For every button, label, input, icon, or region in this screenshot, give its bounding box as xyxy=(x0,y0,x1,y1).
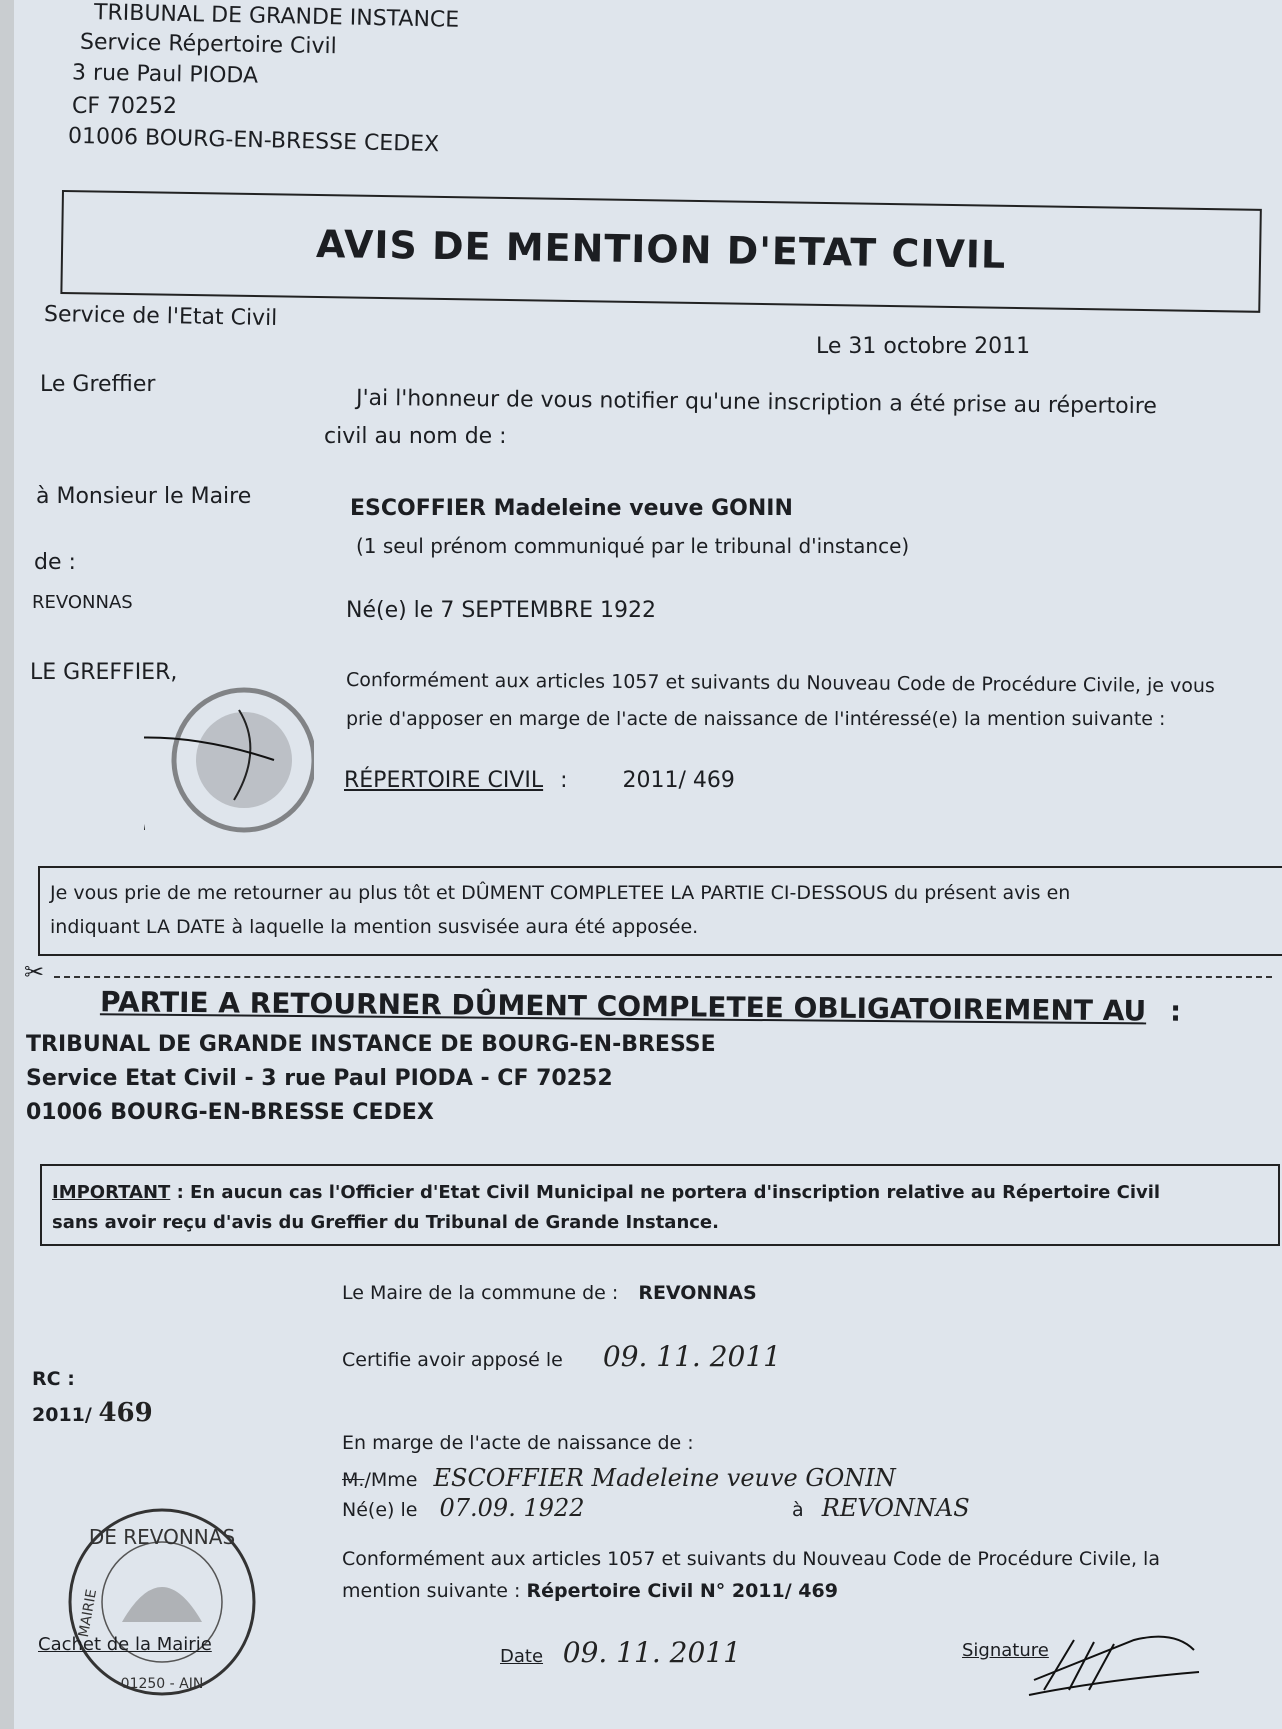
mairie-stamp xyxy=(62,1502,262,1702)
stamp-top-text: DE REVONNAS xyxy=(88,1525,236,1549)
rc-row xyxy=(32,1398,153,1428)
commune-row xyxy=(342,1282,757,1304)
ne-label: Né(e) le xyxy=(342,1499,418,1521)
cut-line xyxy=(54,976,1272,978)
notify-paragraph-2: civil au nom de : xyxy=(324,424,507,449)
partie-title xyxy=(100,985,1181,1027)
handwritten-place: REVONNAS xyxy=(821,1494,970,1522)
a-label: à xyxy=(792,1499,804,1521)
header-line-4: CF 70252 xyxy=(72,94,177,119)
handwritten-date: 09. 11. 2011 xyxy=(562,1636,741,1669)
repertoire-label: RÉPERTOIRE CIVIL xyxy=(344,768,544,793)
conformement-line-2 xyxy=(342,1580,838,1602)
header-line-1: TRIBUNAL DE GRANDE INSTANCE xyxy=(93,0,460,33)
conformement-repertoire: Répertoire Civil N° 2011/ 469 xyxy=(526,1580,838,1602)
partie-title-text: PARTIE A RETOURNER DÛMENT COMPLETEE OBLIGATOIREMENT AU xyxy=(99,985,1147,1028)
date-line: Le 31 octobre 2011 xyxy=(816,334,1031,359)
important-label: IMPORTANT xyxy=(52,1182,171,1203)
rc-value-printed: 2011/ xyxy=(32,1404,92,1426)
repertoire-value: 2011/ 469 xyxy=(622,768,735,793)
repertoire-sep: : xyxy=(560,768,568,793)
commune-label-2: Le Maire de la commune de : xyxy=(342,1282,619,1304)
return-line-1: Je vous prie de me retourner au plus tôt et DÛMENT COMPLETEE LA PARTIE CI-DESSOUS du présent avis en xyxy=(50,882,1071,904)
marge-label: En marge de l'acte de naissance de : xyxy=(342,1432,694,1454)
rc-value-handwritten: 469 xyxy=(98,1398,153,1428)
commune-value: REVONNAS xyxy=(638,1282,757,1304)
document-title: AVIS DE MENTION D'ETAT CIVIL xyxy=(315,222,1007,277)
le-greffier-label: LE GREFFIER, xyxy=(30,660,178,685)
important-text-1: : En aucun cas l'Officier d'Etat Civil Municipal ne portera d'inscription relative au Répertoire Civil xyxy=(170,1182,1161,1203)
date-row xyxy=(500,1636,741,1669)
date-label: Date xyxy=(500,1646,544,1667)
stamp-bottom-text: 01250 - AIN xyxy=(120,1676,204,1692)
handwritten-name: ESCOFFIER Madeleine veuve GONIN xyxy=(433,1464,896,1492)
title-box xyxy=(60,190,1261,313)
greffe-stamp xyxy=(144,650,314,850)
conformement-line-1: Conformément aux articles 1057 et suivants du Nouveau Code de Procédure Civile, la xyxy=(342,1548,1160,1570)
important-line-2: sans avoir reçu d'avis du Greffier du Tribunal de Grande Instance. xyxy=(52,1212,719,1233)
civility-struck: M. xyxy=(342,1469,365,1491)
document-sheet xyxy=(14,0,1282,1729)
conformement-text: mention suivante : xyxy=(342,1580,527,1602)
repertoire-line xyxy=(344,768,735,793)
certifie-row xyxy=(342,1340,781,1373)
tribunal-line-1: TRIBUNAL DE GRANDE INSTANCE DE BOURG-EN-BRESSE xyxy=(26,1032,716,1057)
partie-title-colon: : xyxy=(1169,994,1182,1028)
header-line-3: 3 rue Paul PIODA xyxy=(71,60,259,89)
certifie-handwritten-date: 09. 11. 2011 xyxy=(602,1340,781,1373)
civility-row xyxy=(342,1464,896,1492)
return-line-2: indiquant LA DATE à laquelle la mention susvisée aura été apposée. xyxy=(50,916,699,938)
signature-label: Signature xyxy=(962,1640,1049,1661)
person-name: ESCOFFIER Madeleine veuve GONIN xyxy=(350,496,793,521)
birth-place-row xyxy=(792,1494,970,1522)
greffier-label: Le Greffier xyxy=(40,372,156,397)
certifie-label: Certifie avoir apposé le xyxy=(342,1349,563,1371)
return-instructions-box xyxy=(38,866,1282,956)
person-note: (1 seul prénom communiqué par le tribunal d'instance) xyxy=(356,534,910,558)
stamp-left-text: MAIRIE xyxy=(75,1588,101,1639)
scissors-icon: ✂ xyxy=(24,958,45,986)
rc-label: RC : xyxy=(32,1368,75,1390)
important-line-1 xyxy=(52,1182,1160,1203)
handwritten-birth: 07.09. 1922 xyxy=(439,1494,585,1522)
person-birth: Né(e) le 7 SEPTEMBRE 1922 xyxy=(346,598,657,623)
de-label: de : xyxy=(34,550,76,575)
civility-mme: /Mme xyxy=(364,1469,418,1491)
tribunal-line-3: 01006 BOURG-EN-BRESSE CEDEX xyxy=(26,1100,434,1125)
tribunal-line-2: Service Etat Civil - 3 rue Paul PIODA - CF 70252 xyxy=(26,1066,613,1091)
commune-label: REVONNAS xyxy=(32,592,133,613)
maire-label: à Monsieur le Maire xyxy=(36,484,252,509)
header-line-2: Service Répertoire Civil xyxy=(79,29,337,60)
birth-row xyxy=(342,1494,585,1522)
signature-mark xyxy=(1024,1620,1204,1700)
service-label: Service de l'Etat Civil xyxy=(43,301,278,332)
article-paragraph-2: prie d'apposer en marge de l'acte de naissance de l'intéressé(e) la mention suivante : xyxy=(346,708,1166,730)
important-box xyxy=(40,1164,1280,1246)
notify-paragraph-1: J'ai l'honneur de vous notifier qu'une inscription a été prise au répertoire xyxy=(355,385,1158,420)
article-paragraph-1: Conformément aux articles 1057 et suivants du Nouveau Code de Procédure Civile, je vous xyxy=(345,668,1215,698)
cachet-label: Cachet de la Mairie xyxy=(38,1634,212,1655)
header-line-5: 01006 BOURG-EN-BRESSE CEDEX xyxy=(67,123,440,158)
